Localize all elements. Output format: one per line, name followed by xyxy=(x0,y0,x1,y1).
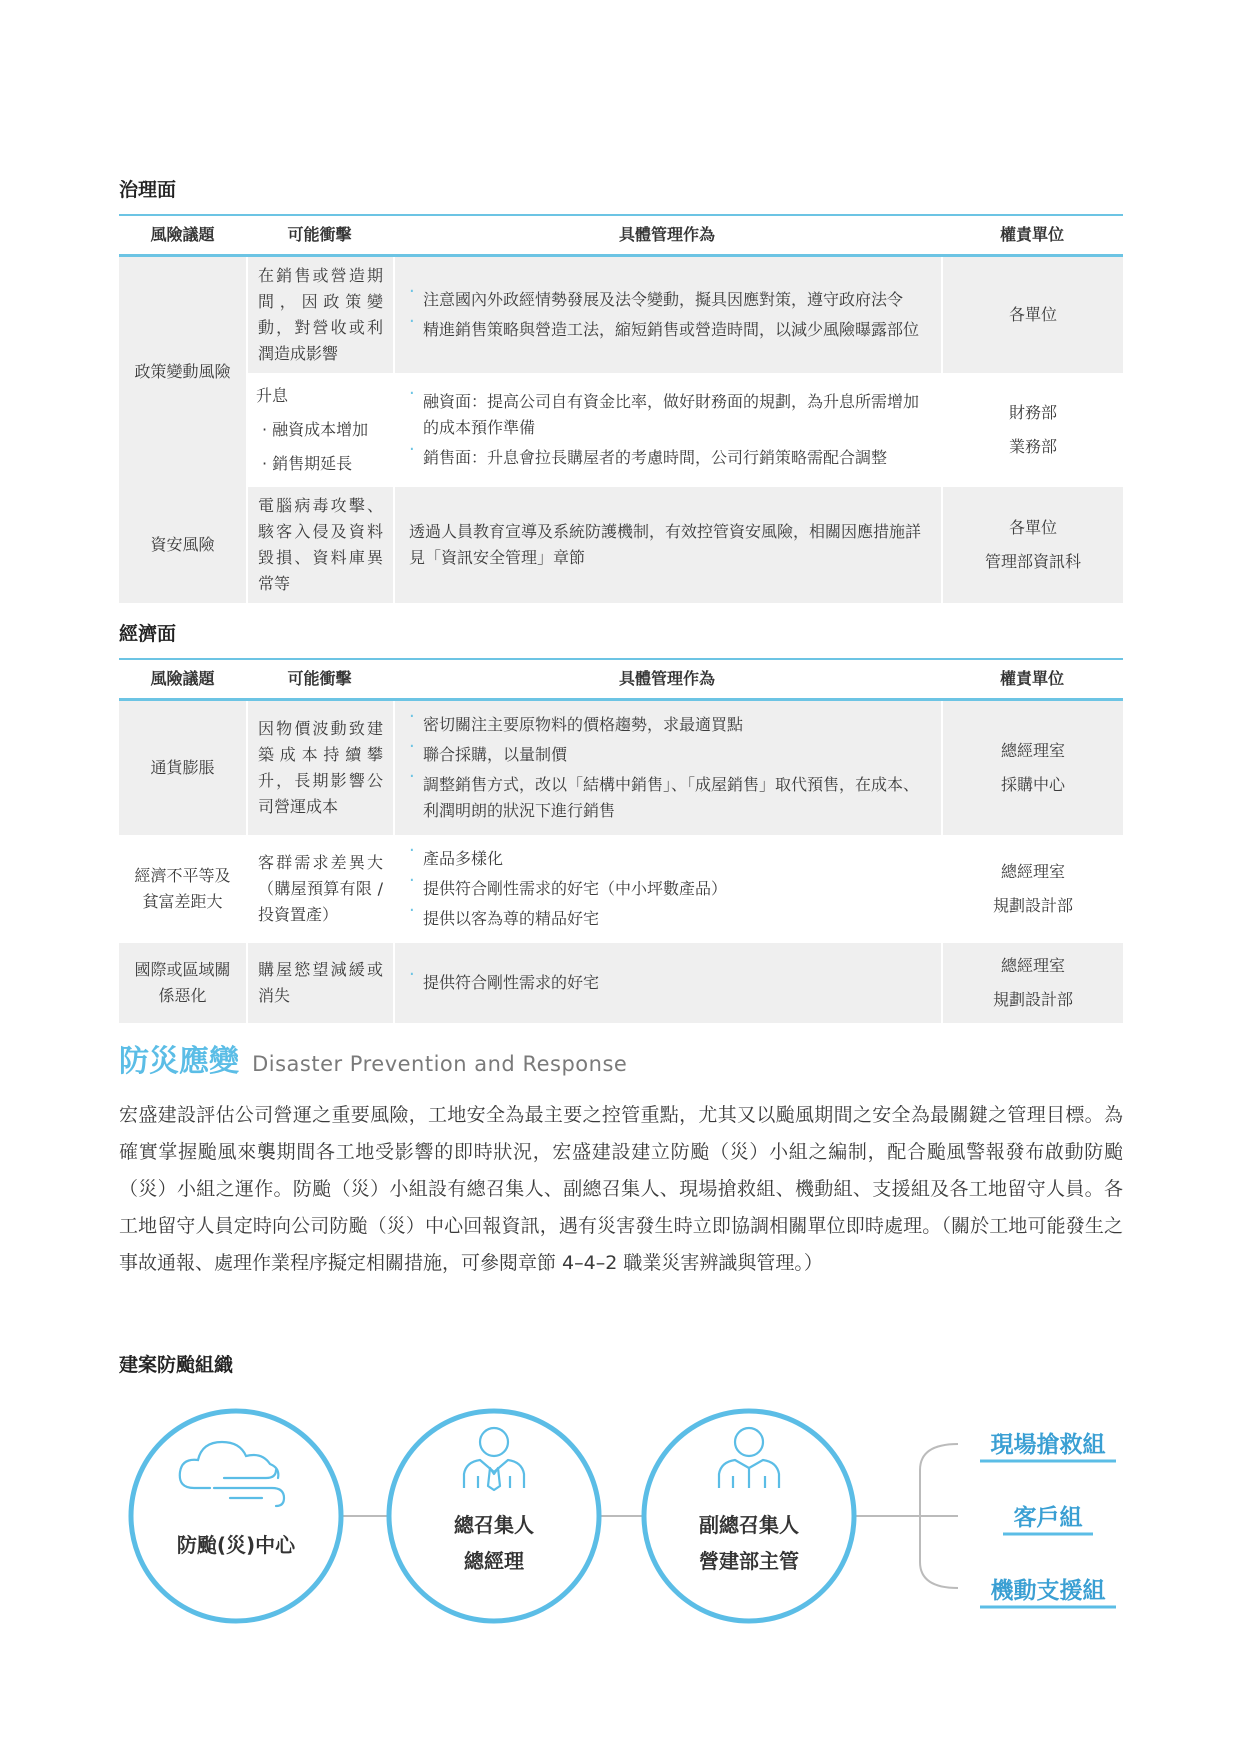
risk-issue: 國際或區域關係惡化 xyxy=(119,943,246,1023)
table-row xyxy=(119,701,1123,835)
risk-unit xyxy=(941,257,1123,373)
risk-impact: 因物價波動致建築成本持續攀升，長期影響公司營運成本 xyxy=(246,701,393,835)
node-typhoon-center xyxy=(131,1411,341,1621)
risk-issue: 通貨膨脹 xyxy=(119,701,246,835)
unit-name: 各單位 xyxy=(1008,518,1057,537)
risk-actions xyxy=(393,835,941,943)
action-item: · 融資面：提高公司自有資金比率，做好財務面的規劃，為升息所需增加的成本預作準備 xyxy=(405,389,931,441)
risk-issue: 經濟不平等及貧富差距大 xyxy=(119,835,246,943)
risk-unit xyxy=(941,835,1123,943)
unit-name: 總經理室 xyxy=(1000,741,1065,760)
unit-name: 管理部資訊科 xyxy=(984,552,1081,571)
node-label: 營建部主管 xyxy=(699,1549,799,1573)
action-item: · 密切關注主要原物料的價格趨勢，求最適買點 xyxy=(405,712,931,738)
risk-actions xyxy=(393,701,941,835)
node-label: 防颱(災)中心 xyxy=(176,1533,296,1557)
node-label: 總經理 xyxy=(464,1549,524,1573)
team-label: 現場搶救組 xyxy=(990,1432,1106,1458)
team-mobile-support xyxy=(980,1577,1116,1607)
action-item: · 注意國內外政經情勢發展及法令變動，擬具因應對策，遵守政府法令 xyxy=(405,287,931,313)
risk-impact: 在銷售或營造期間，因政策變動，對營收或利潤造成影響 xyxy=(246,257,393,373)
action-item: · 提供符合剛性需求的好宅（中小坪數產品） xyxy=(405,876,931,902)
action-item: · 聯合採購，以量制價 xyxy=(405,742,931,768)
risk-unit xyxy=(941,487,1123,603)
risk-actions xyxy=(393,257,941,373)
action-item: · 提供以客為尊的精品好宅 xyxy=(405,906,931,932)
disaster-heading xyxy=(119,1036,627,1080)
header-risk-issue: 風險議題 xyxy=(119,214,246,257)
unit-name: 採購中心 xyxy=(1000,775,1065,794)
risk-unit xyxy=(941,373,1123,487)
header-unit: 權責單位 xyxy=(941,658,1123,701)
table-row xyxy=(119,487,1123,603)
header-unit: 權責單位 xyxy=(941,214,1123,257)
economic-section-title: 經濟面 xyxy=(119,623,177,645)
impact-item: · 銷售期延長 xyxy=(262,454,353,473)
header-actions: 具體管理作為 xyxy=(393,214,941,257)
action-item: · 產品多樣化 xyxy=(405,846,931,872)
risk-unit xyxy=(941,701,1123,835)
unit-name: 規劃設計部 xyxy=(992,896,1073,915)
unit-name: 各單位 xyxy=(1008,305,1057,324)
team-customer xyxy=(1003,1504,1093,1534)
org-chart-title: 建案防颱組織 xyxy=(119,1354,234,1376)
risk-actions: 透過人員教育宣導及系統防護機制，有效控管資安風險，相關因應措施詳見「資訊安全管理」章節 xyxy=(393,487,941,603)
header-actions: 具體管理作為 xyxy=(393,658,941,701)
risk-impact: 購屋慾望減緩或消失 xyxy=(246,943,393,1023)
unit-name: 業務部 xyxy=(1008,437,1057,456)
unit-name: 總經理室 xyxy=(1000,862,1065,881)
governance-risk-table xyxy=(119,214,1123,603)
team-label: 客戶組 xyxy=(1013,1505,1083,1531)
risk-actions xyxy=(393,373,941,487)
node-label: 副總召集人 xyxy=(699,1513,799,1537)
risk-issue: 政策變動風險 xyxy=(119,257,246,487)
impact-item: · 融資成本增加 xyxy=(262,420,369,439)
table-row xyxy=(119,373,1123,487)
governance-section-title: 治理面 xyxy=(119,179,177,201)
table-header-row xyxy=(119,658,1123,701)
action-item: · 提供符合剛性需求的好宅 xyxy=(405,970,931,996)
action-item: · 調整銷售方式，改以「結構中銷售」、「成屋銷售」取代預售，在成本、利潤明朗的狀況下進行銷售 xyxy=(405,772,931,824)
header-impact: 可能衝擊 xyxy=(246,214,393,257)
risk-actions xyxy=(393,943,941,1023)
node-deputy-convener xyxy=(644,1411,854,1621)
table-row xyxy=(119,835,1123,943)
table-row xyxy=(119,943,1123,1023)
header-impact: 可能衝擊 xyxy=(246,658,393,701)
action-item: · 精進銷售策略與營造工法，縮短銷售或營造時間，以減少風險曝露部位 xyxy=(405,317,931,343)
unit-name: 財務部 xyxy=(1008,403,1057,422)
risk-impact: 電腦病毒攻擊、駭客入侵及資料毀損、資料庫異常等 xyxy=(246,487,393,603)
table-row xyxy=(119,257,1123,373)
disaster-paragraph: 宏盛建設評估公司營運之重要風險，工地安全為最主要之控管重點，尤其又以颱風期間之安全為最關鍵之管理目標。為確實掌握颱風來襲期間各工地受影響的即時狀況，宏盛建設建立防颱（災）小組之編制，配合颱風警報發布啟動防颱（災）小組之運作。防颱（災）小組設有總召集人、副總召集人、現場搶救組、機動組、支援組及各工地留守人員。各工地留守人員定時向公司防颱（災）中心回報資訊，遇有災害發生時立即協調相關單位即時處理。（關於工地可能發生之事故通報、處理作業程序擬定相關措施，可參閱章節 4–4–2 職業災害辨識與管理。） xyxy=(119,1104,1123,1274)
unit-name: 規劃設計部 xyxy=(992,990,1073,1009)
unit-name: 總經理室 xyxy=(1000,956,1065,975)
team-label: 機動支援組 xyxy=(990,1578,1106,1604)
table-header-row xyxy=(119,214,1123,257)
team-rescue xyxy=(980,1431,1116,1461)
action-item: · 銷售面：升息會拉長購屋者的考慮時間，公司行銷策略需配合調整 xyxy=(405,445,931,471)
risk-issue: 資安風險 xyxy=(119,487,246,603)
disaster-title-en: Disaster Prevention and Response xyxy=(252,1052,628,1076)
typhoon-org-diagram xyxy=(0,1390,1241,1660)
risk-impact: 客群需求差異大（購屋預算有限 / 投資置產） xyxy=(246,835,393,943)
disaster-title-zh: 防災應變 xyxy=(119,1044,239,1079)
risk-impact xyxy=(246,373,393,487)
header-risk-issue: 風險議題 xyxy=(119,658,246,701)
risk-unit xyxy=(941,943,1123,1023)
impact-title: 升息 xyxy=(256,386,289,405)
node-chief-convener xyxy=(389,1411,599,1621)
economic-risk-table xyxy=(119,658,1123,1023)
node-label: 總召集人 xyxy=(454,1513,534,1537)
